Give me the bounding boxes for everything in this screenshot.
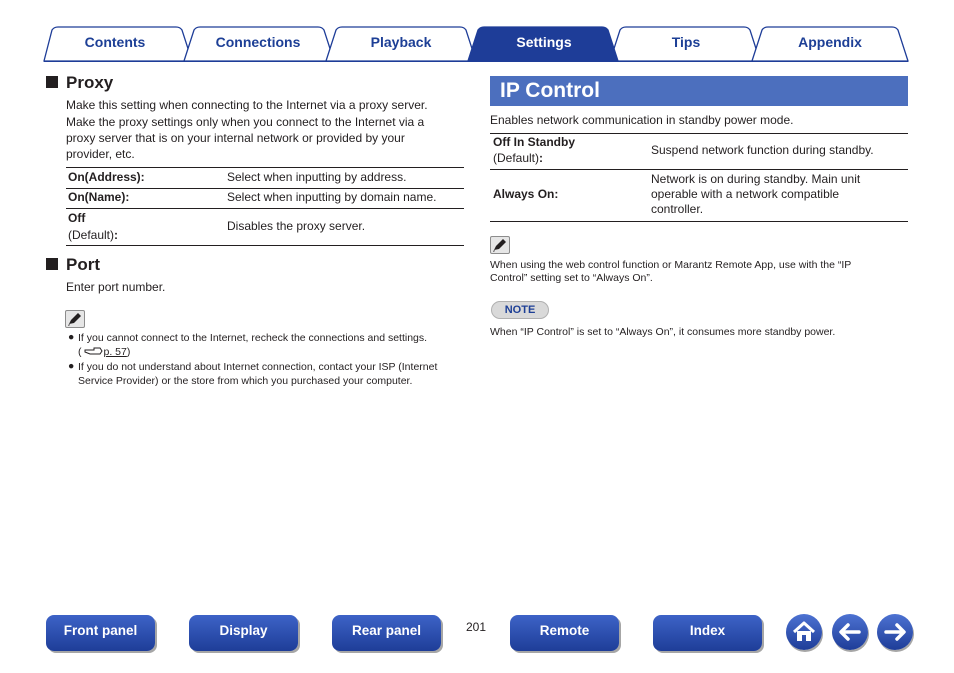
ip-option-off-in-standby: Off In Standby (493, 135, 575, 149)
proxy-option-name-desc: Select when inputting by domain name. (227, 190, 437, 204)
tab-appendix[interactable]: Appendix (798, 34, 862, 50)
pencil-icon (490, 236, 510, 254)
section-square-icon (46, 76, 58, 88)
page-link[interactable]: p. 57 (103, 346, 127, 358)
proxy-option-off: Off (68, 211, 86, 225)
proxy-option-name: On(Name): (68, 190, 130, 204)
tab-connections[interactable]: Connections (215, 34, 301, 50)
left-note-2: If you do not understand about Internet connection, contact your ISP (Internet (78, 361, 438, 373)
back-arrow-icon (832, 614, 868, 650)
bullet-dot: ● (68, 360, 75, 372)
home-icon (786, 614, 822, 650)
hand-pointer-icon (82, 345, 104, 356)
proxy-intro-line: provider, etc. (66, 147, 135, 161)
home-button[interactable] (786, 614, 822, 650)
table-rule (490, 169, 908, 170)
left-note-1: If you cannot connect to the Internet, recheck the connections and settings. (78, 332, 428, 344)
forward-button[interactable] (877, 614, 913, 650)
tab-contents[interactable]: Contents (84, 34, 146, 50)
port-text: Enter port number. (66, 280, 166, 294)
tab-settings[interactable]: Settings (516, 34, 572, 50)
page-number: 201 (465, 620, 487, 634)
ip-control-title: IP Control (500, 79, 600, 102)
table-rule (66, 245, 464, 246)
note-badge: NOTE (491, 301, 549, 319)
table-rule (490, 133, 908, 134)
ip-option-always-on-desc: Network is on during standby. Main unit operable with a network compatible controller. (651, 172, 861, 216)
left-note-1-ref: ( p. 57) (78, 346, 131, 358)
table-rule (490, 221, 908, 222)
section-square-icon (46, 258, 58, 270)
index-button[interactable]: Index (653, 615, 762, 651)
proxy-intro-line: Make this setting when connecting to the Internet via a proxy server. (66, 98, 428, 112)
proxy-option-address-desc: Select when inputting by address. (227, 170, 407, 184)
tab-playback[interactable]: Playback (370, 34, 432, 50)
proxy-option-off-default: (Default): (68, 228, 119, 242)
forward-arrow-icon (877, 614, 913, 650)
ip-control-intro: Enables network communication in standby power mode. (490, 113, 794, 127)
proxy-option-off-desc: Disables the proxy server. (227, 219, 366, 233)
ip-option-always-on: Always On: (493, 187, 559, 201)
remote-button[interactable]: Remote (510, 615, 619, 651)
ip-option-default: (Default): (493, 151, 544, 165)
proxy-intro-line: Make the proxy settings only when you connect to the Internet via a (66, 115, 425, 129)
proxy-intro-line: proxy server that is on your internal network or provided by your (66, 131, 405, 145)
tab-tips[interactable]: Tips (671, 34, 701, 50)
table-rule (66, 188, 464, 189)
bullet-dot: ● (68, 331, 75, 343)
ip-option-off-in-standby-desc: Suspend network function during standby. (651, 143, 874, 157)
front-panel-button[interactable]: Front panel (46, 615, 155, 651)
proxy-option-address: On(Address): (68, 170, 145, 184)
table-rule (66, 167, 464, 168)
ip-note-text: When “IP Control” is set to “Always On”, it consumes more standby power. (490, 326, 836, 338)
table-rule (66, 208, 464, 209)
ip-tip-line: When using the web control function or Marantz Remote App, use with the “IP (490, 259, 852, 271)
proxy-heading: Proxy (46, 73, 113, 93)
ip-tip-line: Control” setting set to “Always On”. (490, 272, 653, 284)
port-heading: Port (46, 255, 100, 275)
back-button[interactable] (832, 614, 868, 650)
left-note-2-cont: Service Provider) or the store from which you purchased your computer. (78, 375, 413, 387)
pencil-icon (65, 310, 85, 328)
rear-panel-button[interactable]: Rear panel (332, 615, 441, 651)
display-button[interactable]: Display (189, 615, 298, 651)
